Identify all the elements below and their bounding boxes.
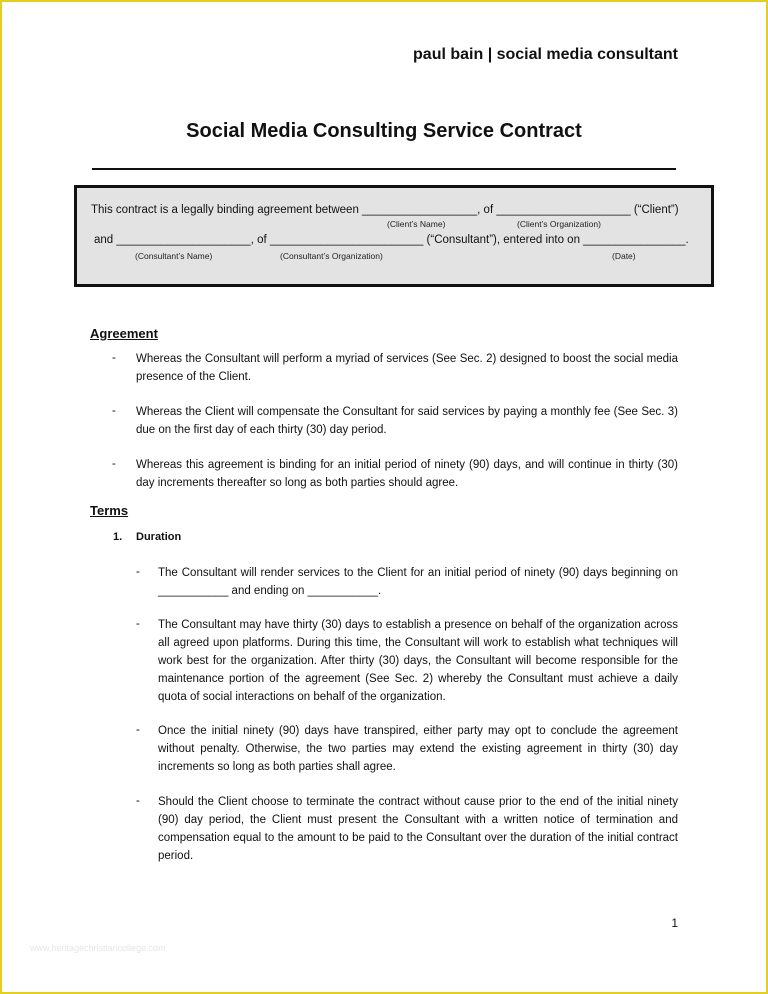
bullet-dash: - [112,352,116,364]
duration-item: The Consultant will render services to the Client for an initial period of ninety (90) days beginning on ___________ and ending on ___________. [158,567,678,597]
caption-consultants-name: (Consultant’s Name) [135,251,213,261]
caption-date: (Date) [612,251,636,261]
agreement-heading: Agreement [90,326,158,341]
caption-clients-name: (Client’s Name) [387,219,446,229]
terms-heading: Terms [90,503,129,518]
bullet-dash: - [136,795,140,807]
bullet-dash: - [112,458,116,470]
agreement-item: Whereas the Client will compensate the Consultant for said services by paying a monthly fee (See Sec. 3) due on the first day of each thirty (30) day period. [136,406,678,436]
bullet-dash: - [136,566,140,578]
title-underline [92,168,676,170]
parties-line-2: and _____________________, of ________________________ (“Consultant”), entered into on ________________. [94,234,689,246]
document-title: Social Media Consulting Service Contract [186,120,582,142]
bullet-dash: - [136,724,140,736]
duration-item: Once the initial ninety (90) days have transpired, either party may opt to conclude the agreement without penalty. Otherwise, the two parties may extend the existing agreement in thirty (30) day increments so long as both parties shall agree. [158,725,678,773]
duration-item: Should the Client choose to terminate the contract without cause prior to the end of the initial ninety (90) day period, the Client must present the Consultant with a written notice of termination and compensation equal to the amount to be paid to the Consultant over the duration of the initial contract period. [158,796,678,862]
agreement-item: Whereas the Consultant will perform a myriad of services (See Sec. 2) designed to boost the social media presence of the Client. [136,353,678,383]
page-number: 1 [671,916,678,930]
watermark: www.heritagechristiancollege.com [30,943,166,953]
section-title-duration: Duration [136,531,182,543]
caption-clients-organization: (Client’s Organization) [517,219,601,229]
bullet-dash: - [112,405,116,417]
section-number: 1. [113,531,123,543]
duration-item: The Consultant may have thirty (30) days to establish a presence on behalf of the organization across all agreed upon platforms. During this time, the Consultant will work to establish what techniques will work best for the organization. After thirty (30) days, the Consultant will become responsible for the maintenance portion of the agreement (See Sec. 2) whereby the Consultant must achieve a daily quota of social interactions on behalf of the organization. [158,619,678,703]
document-header: paul bain | social media consultant [413,46,678,63]
caption-consultants-organization: (Consultant’s Organization) [280,251,383,261]
contract-parties-box [74,185,714,287]
agreement-item: Whereas this agreement is binding for an initial period of ninety (90) days, and will continue in thirty (30) day increments thereafter so long as both parties should agree. [136,459,678,489]
bullet-dash: - [136,618,140,630]
parties-line-1: This contract is a legally binding agreement between __________________, of _____________________ (“Client”) [91,204,679,216]
